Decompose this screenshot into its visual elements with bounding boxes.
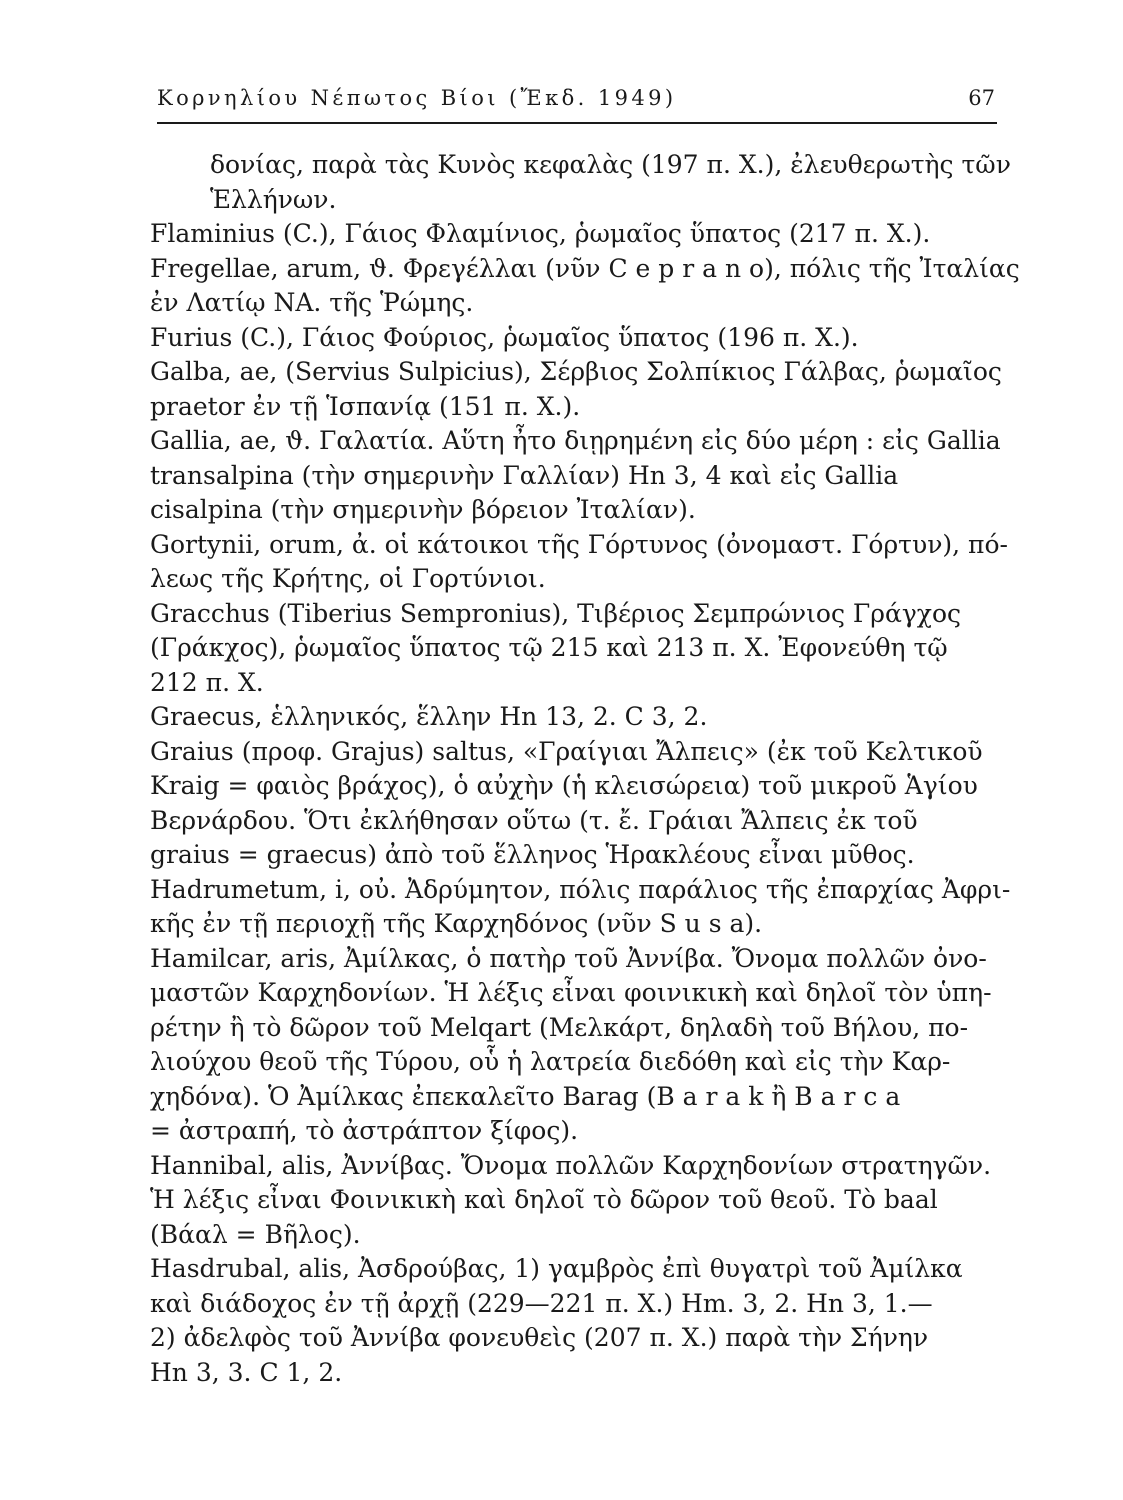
page-header xyxy=(157,86,997,124)
entry-line: κῆς ἐν τῇ περιοχῇ τῆς Καρχηδόνος (νῦν S u s a). xyxy=(150,909,763,938)
entry-line: μαστῶν Καρχηδονίων. Ἡ λέξις εἶναι φοινικικὴ καὶ δηλοῖ τὸν ὑπη- xyxy=(150,978,992,1007)
entry-line: transalpina (τὴν σημερινὴν Γαλλίαν) Hn 3, 4 καὶ εἰς Gallia xyxy=(150,460,899,490)
entry-line: (Γράκχος), ῥωμαῖος ὕπατος τῷ 215 καὶ 213 π. Χ. Ἐφονεύθη τῷ xyxy=(150,633,948,662)
glossary-entry xyxy=(150,355,1010,424)
entry-line: Gortynii, orum, ἀ. οἱ κάτοικοι τῆς Γόρτυνος (ὀνομαστ. Γόρτυν), πό- xyxy=(150,529,1008,559)
entry-line: Gallia, ae, ϑ. Γαλατία. Αὕτη ἦτο διῃρημένη εἰς δύο μέρη : εἰς Gallia xyxy=(150,426,1001,455)
entry-line: = ἀστραπή, τὸ ἀστράπτον ξίφος). xyxy=(150,1116,579,1145)
glossary-entries xyxy=(150,148,1020,1390)
entry-line: 212 π. Χ. xyxy=(150,667,264,697)
entry-line: Fregellae, arum, ϑ. Φρεγέλλαι (νῦν C e p r a n o), πόλις τῆς Ἰταλίας xyxy=(150,253,1020,283)
entry-line: Βερνάρδου. Ὅτι ἐκλήθησαν οὕτω (τ. ἔ. Γράιαι Ἄλπεις ἐκ τοῦ xyxy=(150,805,918,835)
entry-line: Hamilcar, aris, Ἀμίλκας, ὁ πατὴρ τοῦ Ἀννίβα. Ὄνομα πολλῶν ὀνο- xyxy=(150,943,987,973)
entry-line: Kraig = φαιὸς βράχος), ὁ αὐχὴν (ἡ κλεισώρεια) τοῦ μικροῦ Ἁγίου xyxy=(150,771,978,800)
page-number: 67 xyxy=(968,86,995,110)
glossary-entry xyxy=(150,1252,1010,1390)
glossary-entry xyxy=(150,252,1020,321)
glossary-entry xyxy=(150,217,1010,252)
entry-line: Hadrumetum, i, οὐ. Ἀδρύμητον, πόλις παράλιος τῆς ἐπαρχίας Ἀφρι- xyxy=(150,874,1011,904)
glossary-entry xyxy=(150,735,1010,873)
entry-line: λεως τῆς Κρήτης, οἱ Γορτύνιοι. xyxy=(150,564,546,593)
entry-line: χηδόνα). Ὁ Ἀμίλκας ἐπεκαλεῖτο Barag (B a r a k ἢ B a r c a xyxy=(150,1081,901,1111)
entry-line: Hannibal, alis, Ἀννίβας. Ὄνομα πολλῶν Καρχηδονίων στρατηγῶν. xyxy=(150,1150,992,1180)
entry-line: Ἑλλήνων. xyxy=(210,184,337,214)
entry-line: ρέτην ἢ τὸ δῶρον τοῦ Melqart (Μελκάρτ, δηλαδὴ τοῦ Βήλου, πο- xyxy=(150,1012,969,1042)
running-title: Κορνηλίου Νέπωτος Βίοι (Ἔκδ. 1949) xyxy=(157,86,677,110)
entry-line: 2) ἀδελφὸς τοῦ Ἀννίβα φονευθεὶς (207 π. Χ.) παρὰ τὴν Σήνην xyxy=(150,1323,929,1352)
entry-line: Graius (προφ. Grajus) saltus, «Γραίγιαι Ἄλπεις» (ἐκ τοῦ Κελτικοῦ xyxy=(150,736,983,766)
entry-line: δονίας, παρὰ τὰς Κυνὸς κεφαλὰς (197 π. Χ.), ἐλευθερωτὴς τῶν xyxy=(210,150,1011,179)
entry-line: ἐν Λατίῳ ΝΑ. τῆς Ῥώμης. xyxy=(150,288,474,317)
entry-continuation xyxy=(150,148,1010,217)
entry-line: Graecus, ἑλληνικός, ἕλλην Hn 13, 2. C 3, 2. xyxy=(150,702,708,731)
glossary-entry xyxy=(150,528,1010,597)
entry-line: graius = graecus) ἀπὸ τοῦ ἕλληνος Ἡρακλέους εἶναι μῦθος. xyxy=(150,840,915,869)
glossary-entry xyxy=(150,700,1010,735)
entry-line: Flaminius (C.), Γάιος Φλαμίνιος, ῥωμαῖος ὕπατος (217 π. Χ.). xyxy=(150,219,931,248)
entry-line: Gracchus (Tiberius Sempronius), Τιβέριος Σεμπρώνιος Γράγχος xyxy=(150,598,961,628)
glossary-entry xyxy=(150,873,1010,942)
entry-line: praetor ἐν τῇ Ἱσπανίᾳ (151 π. Χ.). xyxy=(150,391,581,421)
entry-line: Ἡ λέξις εἶναι Φοινικικὴ καὶ δηλοῖ τὸ δῶρον τοῦ θεοῦ. Τὸ baal xyxy=(150,1185,938,1214)
entry-line: (Βάαλ = Βῆλος). xyxy=(150,1219,361,1249)
entry-line: Furius (C.), Γάιος Φούριος, ῥωμαῖος ὕπατος (196 π. Χ.). xyxy=(150,322,859,352)
entry-line: cisalpina (τὴν σημερινὴν βόρειον Ἰταλίαν). xyxy=(150,495,696,524)
glossary-entry xyxy=(150,424,1010,528)
entry-line: καὶ διάδοχος ἐν τῇ ἀρχῇ (229—221 π. Χ.) Hm. 3, 2. Hn 3, 1.— xyxy=(150,1288,933,1318)
entry-line: Hn 3, 3. C 1, 2. xyxy=(150,1357,343,1387)
glossary-entry xyxy=(150,942,1010,1149)
entry-line: Galba, ae, (Servius Sulpicius), Σέρβιος Σολπίκιος Γάλβας, ῥωμαῖος xyxy=(150,357,1002,386)
entry-line: λιούχου θεοῦ τῆς Τύρου, οὗ ἡ λατρεία διεδόθη καὶ εἰς τὴν Καρ- xyxy=(150,1047,951,1076)
glossary-entry xyxy=(150,597,1010,701)
glossary-entry xyxy=(150,321,1010,356)
entry-line: Hasdrubal, alis, Ἀσδρούβας, 1) γαμβρὸς ἐπὶ θυγατρὶ τοῦ Ἀμίλκα xyxy=(150,1254,963,1283)
glossary-entry xyxy=(150,1149,1010,1253)
